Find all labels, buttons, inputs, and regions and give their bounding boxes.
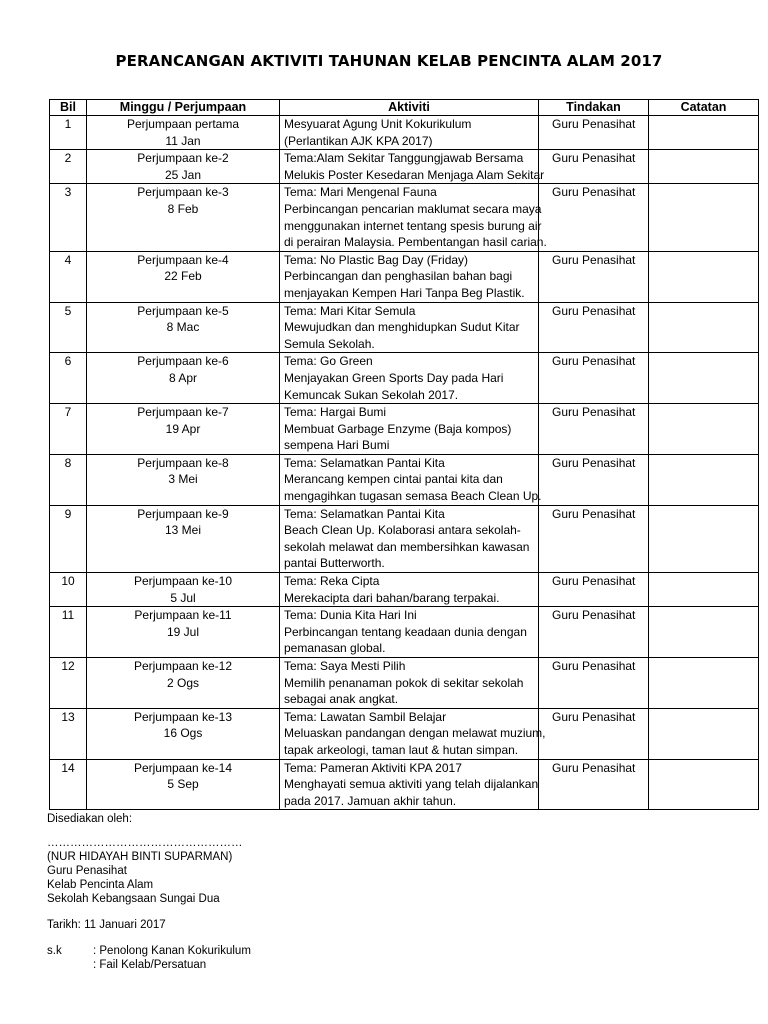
cell-tindakan: Guru Penasihat: [539, 759, 649, 810]
aktiviti-line: Tema: Go Green: [284, 354, 373, 369]
cell-catatan: [649, 251, 759, 302]
signature-line: ……………………………………………: [47, 837, 243, 849]
cell-aktiviti: [280, 759, 539, 810]
aktiviti-line: di perairan Malaysia. Pembentangan hasil carian.: [284, 235, 547, 250]
aktiviti-line: Tema: Mari Kitar Semula: [284, 303, 416, 318]
aktiviti-line: mengagihkan tugasan semasa Beach Clean Up.: [284, 489, 542, 504]
cell-aktiviti: [280, 353, 539, 404]
cell-bil: 3: [50, 184, 87, 251]
aktiviti-line: sekolah melawat dan membersihkan kawasan: [284, 539, 530, 554]
cell-aktiviti: [280, 505, 539, 572]
minggu-line: Perjumpaan ke-3: [137, 185, 229, 200]
club-name: Kelab Pencinta Alam: [47, 879, 154, 891]
minggu-line: Perjumpaan ke-9: [137, 506, 229, 521]
aktiviti-line: Beach Clean Up. Kolaborasi antara sekolah-: [284, 523, 521, 538]
cell-catatan: [649, 759, 759, 810]
minggu-line: 22 Feb: [164, 269, 202, 284]
minggu-line: Perjumpaan ke-11: [134, 608, 232, 623]
cell-tindakan: Guru Penasihat: [539, 116, 649, 150]
cell-catatan: [649, 708, 759, 759]
header-tindakan: Tindakan: [539, 100, 649, 116]
aktiviti-line: menjayakan Kempen Hari Tanpa Beg Plastik.: [284, 285, 525, 300]
copy-to-row: [47, 958, 251, 972]
table-row: [50, 708, 759, 759]
minggu-line: 8 Feb: [167, 201, 199, 216]
table-row: [50, 759, 759, 810]
minggu-line: Perjumpaan ke-2: [137, 151, 229, 166]
cell-catatan: [649, 116, 759, 150]
cell-bil: 1: [50, 116, 87, 150]
cell-aktiviti: [280, 454, 542, 505]
aktiviti-line: Meluaskan pandangan dengan melawat muzium,: [284, 726, 546, 741]
aktiviti-line: Mesyuarat Agung Unit Kokurikulum: [284, 117, 472, 131]
table-row: [50, 658, 759, 709]
cell-tindakan: Guru Penasihat: [539, 573, 649, 607]
table-header-row: [50, 100, 759, 116]
minggu-line: 5 Sep: [167, 777, 199, 792]
cell-aktiviti: [280, 708, 546, 759]
table-body: [50, 116, 759, 810]
table-row: [50, 607, 759, 658]
cell-minggu: [87, 658, 280, 709]
cell-aktiviti: [280, 184, 547, 251]
copy-to-row: [47, 944, 251, 958]
table-row: [50, 251, 759, 302]
table-row: [50, 573, 759, 607]
minggu-line: 25 Jan: [164, 167, 202, 182]
aktiviti-line: pada 2017. Jamuan akhir tahun.: [284, 793, 457, 808]
cell-minggu: [87, 184, 280, 251]
copy-to-item: : Fail Kelab/Persatuan: [93, 959, 207, 971]
aktiviti-line: Tema: Pameran Aktiviti KPA 2017: [284, 760, 462, 775]
aktiviti-line: Tema: Dunia Kita Hari Ini: [284, 608, 417, 623]
minggu-line: Perjumpaan ke-12: [133, 659, 233, 673]
cell-tindakan: Guru Penasihat: [539, 184, 649, 251]
table-row: [50, 353, 759, 404]
cell-aktiviti: [280, 658, 539, 709]
minggu-line: Perjumpaan ke-4: [137, 252, 229, 267]
cell-minggu: [87, 573, 280, 607]
minggu-line: Perjumpaan ke-8: [137, 455, 229, 470]
cell-minggu: [87, 505, 280, 572]
cell-bil: 14: [50, 759, 87, 810]
cell-tindakan: Guru Penasihat: [539, 353, 649, 404]
cell-bil: 2: [50, 150, 87, 184]
signatory-name: (NUR HIDAYAH BINTI SUPARMAN): [47, 851, 233, 863]
cell-tindakan: Guru Penasihat: [539, 404, 649, 455]
table-row: [50, 116, 759, 150]
minggu-line: 2 Ogs: [166, 675, 199, 690]
cell-bil: 4: [50, 251, 87, 302]
cell-minggu: [87, 454, 280, 505]
aktiviti-line: Merancang kempen cintai pantai kita dan: [284, 472, 503, 487]
table-row: [50, 302, 759, 353]
aktiviti-line: Tema: No Plastic Bag Day (Friday): [284, 252, 469, 267]
cell-minggu: [87, 607, 280, 658]
cell-tindakan: Guru Penasihat: [539, 708, 649, 759]
cell-bil: 8: [50, 454, 87, 505]
signatory-role: Guru Penasihat: [47, 865, 127, 877]
minggu-line: 19 Jul: [166, 624, 200, 639]
aktiviti-line: Perbincangan tentang keadaan dunia dengan: [284, 624, 527, 639]
cell-bil: 10: [50, 573, 87, 607]
minggu-line: 3 Mei: [168, 472, 198, 487]
minggu-line: 13 Mei: [164, 523, 202, 538]
cell-aktiviti: [280, 302, 539, 353]
cell-bil: 12: [50, 658, 87, 709]
minggu-line: Perjumpaan ke-10: [133, 574, 233, 589]
cell-tindakan: Guru Penasihat: [539, 607, 649, 658]
minggu-line: Perjumpaan ke-14: [133, 760, 233, 775]
header-catatan: Catatan: [649, 100, 759, 116]
header-aktiviti: Aktiviti: [280, 100, 539, 116]
cell-catatan: [649, 454, 759, 505]
header-minggu: Minggu / Perjumpaan: [87, 100, 280, 116]
aktiviti-line: Tema: Saya Mesti Pilih: [284, 659, 406, 673]
table-row: [50, 150, 759, 184]
cell-catatan: [649, 353, 759, 404]
minggu-line: 16 Ogs: [163, 726, 203, 741]
cell-aktiviti: [280, 607, 539, 658]
cell-aktiviti: [280, 573, 539, 607]
aktiviti-line: sebagai anak angkat.: [284, 692, 399, 707]
minggu-line: 8 Apr: [168, 370, 198, 385]
aktiviti-line: Membuat Garbage Enzyme (Baja kompos): [284, 421, 512, 436]
cell-catatan: [649, 302, 759, 353]
signature-block: [47, 812, 251, 972]
cell-catatan: [649, 184, 759, 251]
table-row: [50, 404, 759, 455]
aktiviti-line: Melukis Poster Kesedaran Menjaga Alam Sekitar: [284, 167, 545, 182]
minggu-line: Perjumpaan ke-5: [137, 303, 229, 318]
cell-aktiviti: [280, 116, 539, 150]
aktiviti-line: menggunakan internet tentang spesis burung air: [284, 218, 542, 233]
aktiviti-line: sempena Hari Bumi: [284, 438, 390, 453]
aktiviti-line: tapak arkeologi, taman laut & hutan simpan.: [284, 742, 519, 757]
aktiviti-line: Tema:Alam Sekitar Tanggungjawab Bersama: [284, 151, 524, 166]
aktiviti-line: Merekacipta dari bahan/barang terpakai.: [284, 590, 500, 605]
aktiviti-line: Kemuncak Sukan Sekolah 2017.: [284, 387, 459, 402]
minggu-line: 19 Apr: [165, 421, 201, 436]
cell-tindakan: Guru Penasihat: [539, 505, 649, 572]
cell-bil: 9: [50, 505, 87, 572]
cell-minggu: [87, 708, 280, 759]
school-name: Sekolah Kebangsaan Sungai Dua: [47, 893, 220, 905]
cell-tindakan: Guru Penasihat: [539, 454, 649, 505]
copy-to-item: : Penolong Kanan Kokurikulum: [93, 945, 251, 957]
cell-minggu: [87, 302, 280, 353]
cell-minggu: [87, 251, 280, 302]
aktiviti-line: Tema: Selamatkan Pantai Kita: [284, 506, 445, 521]
aktiviti-line: Menjayakan Green Sports Day pada Hari: [284, 370, 504, 385]
minggu-line: 11 Jan: [165, 133, 201, 148]
cell-catatan: [649, 658, 759, 709]
minggu-line: Perjumpaan ke-7: [137, 405, 229, 420]
header-bil: Bil: [50, 100, 87, 116]
cell-bil: 13: [50, 708, 87, 759]
aktiviti-line: Tema: Lawatan Sambil Belajar: [284, 709, 447, 724]
aktiviti-line: pantai Butterworth.: [284, 556, 385, 571]
aktiviti-line: Semula Sekolah.: [284, 336, 375, 351]
cell-tindakan: Guru Penasihat: [539, 302, 649, 353]
minggu-line: 5 Jul: [170, 590, 196, 605]
minggu-line: 8 Mac: [166, 320, 200, 335]
cell-bil: 6: [50, 353, 87, 404]
aktiviti-line: Menghayati semua aktiviti yang telah dijalankan: [284, 777, 539, 792]
cell-minggu: [87, 404, 280, 455]
copy-to-label: s.k: [47, 945, 62, 957]
aktiviti-line: Tema: Reka Cipta: [284, 574, 380, 589]
table-row: [50, 184, 759, 251]
aktiviti-line: pemanasan global.: [284, 641, 386, 656]
cell-catatan: [649, 573, 759, 607]
minggu-line: Perjumpaan pertama: [126, 117, 240, 131]
aktiviti-line: Tema: Hargai Bumi: [284, 405, 387, 420]
cell-aktiviti: [280, 150, 545, 184]
cell-tindakan: Guru Penasihat: [539, 150, 649, 184]
table-row: [50, 505, 759, 572]
cell-bil: 11: [50, 607, 87, 658]
cell-minggu: [87, 353, 280, 404]
aktiviti-line: Mewujudkan dan menghidupkan Sudut Kitar: [284, 320, 520, 335]
cell-catatan: [649, 404, 759, 455]
cell-minggu: [87, 759, 280, 810]
minggu-line: Perjumpaan ke-6: [137, 354, 229, 369]
cell-bil: 5: [50, 302, 87, 353]
cell-bil: 7: [50, 404, 87, 455]
minggu-line: Perjumpaan ke-13: [133, 709, 233, 724]
aktiviti-line: Tema: Selamatkan Pantai Kita: [284, 455, 445, 470]
cell-catatan: [649, 150, 759, 184]
aktiviti-line: Perbincangan pencarian maklumat secara maya: [284, 201, 542, 216]
aktiviti-line: Tema: Mari Mengenal Fauna: [284, 185, 437, 200]
prepared-by-label: Disediakan oleh:: [47, 813, 133, 825]
aktiviti-line: (Perlantikan AJK KPA 2017): [284, 133, 433, 148]
activity-plan-table: [49, 99, 759, 810]
table-row: [50, 454, 759, 505]
date-line: Tarikh: 11 Januari 2017: [47, 919, 166, 931]
aktiviti-line: Perbincangan dan penghasilan bahan bagi: [284, 269, 513, 284]
aktiviti-line: Memilih penanaman pokok di sekitar sekolah: [284, 675, 524, 690]
cell-tindakan: Guru Penasihat: [539, 658, 649, 709]
cell-tindakan: Guru Penasihat: [539, 251, 649, 302]
cell-minggu: [87, 116, 280, 150]
cell-minggu: [87, 150, 280, 184]
cell-catatan: [649, 505, 759, 572]
page-title: PERANCANGAN AKTIVITI TAHUNAN KELAB PENCINTA ALAM 2017: [115, 52, 663, 70]
cell-aktiviti: [280, 251, 539, 302]
cell-catatan: [649, 607, 759, 658]
cell-aktiviti: [280, 404, 539, 455]
